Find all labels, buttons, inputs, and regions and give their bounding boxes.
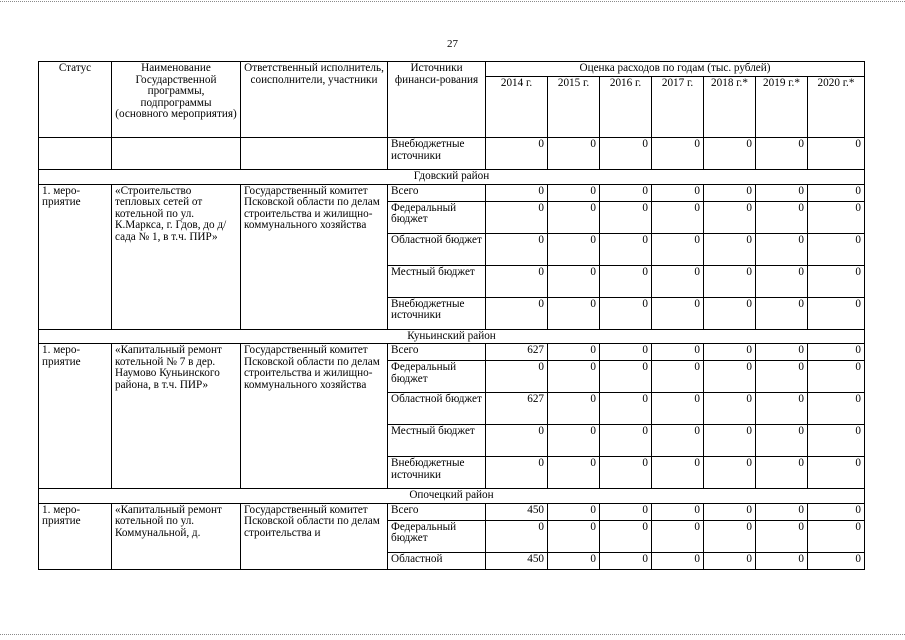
- region-title: Гдовский район: [39, 170, 865, 185]
- value-cell: 0: [704, 393, 756, 425]
- source-cell: Всего: [388, 503, 486, 520]
- value-cell: 0: [652, 520, 704, 552]
- value-cell: 0: [600, 201, 652, 233]
- header-year: 2014 г.: [486, 77, 548, 138]
- value-cell: 0: [652, 457, 704, 489]
- value-cell: 0: [756, 457, 808, 489]
- value-cell: 0: [808, 425, 865, 457]
- value-cell: 0: [600, 457, 652, 489]
- value-cell: 0: [808, 297, 865, 329]
- region-row: [39, 489, 865, 504]
- header-year: 2015 г.: [548, 77, 600, 138]
- header-year: 2020 г.*: [808, 77, 865, 138]
- source-cell: Всего: [388, 184, 486, 201]
- value-cell: 0: [808, 201, 865, 233]
- value-cell: 0: [756, 184, 808, 201]
- header-responsible: Ответственный исполнитель, соисполнители, участники: [241, 62, 388, 138]
- value-cell: 627: [486, 393, 548, 425]
- value-cell: 627: [486, 344, 548, 361]
- value-cell: 0: [808, 361, 865, 393]
- value-cell: 0: [548, 393, 600, 425]
- value-cell: 0: [548, 184, 600, 201]
- responsible-cell: Государственный комитет Псковской области по делам строительства и: [241, 503, 388, 569]
- value-cell: 0: [652, 552, 704, 569]
- value-cell: 0: [600, 393, 652, 425]
- value-cell: 0: [600, 344, 652, 361]
- value-cell: 0: [652, 425, 704, 457]
- value-cell: 0: [600, 425, 652, 457]
- value-cell: 0: [756, 201, 808, 233]
- budget-table: [38, 61, 865, 570]
- source-cell: Областной: [388, 552, 486, 569]
- value-cell: 0: [486, 265, 548, 297]
- value-cell: 0: [756, 297, 808, 329]
- value-cell: 0: [486, 201, 548, 233]
- value-cell: 0: [808, 503, 865, 520]
- value-cell: 0: [548, 425, 600, 457]
- header-sources: Источники финанси-рования: [388, 62, 486, 138]
- value-cell: 0: [548, 201, 600, 233]
- source-cell: Местный бюджет: [388, 265, 486, 297]
- value-cell: 0: [652, 503, 704, 520]
- empty-cell: [112, 138, 241, 170]
- value-cell: 0: [808, 393, 865, 425]
- value-cell: 0: [548, 344, 600, 361]
- name-cell: «Капитальный ремонт котельной по ул. Коммунальной, д.: [112, 503, 241, 569]
- scan-edge-top: [0, 1, 905, 2]
- region-title: Опочецкий район: [39, 489, 865, 504]
- source-cell: Местный бюджет: [388, 425, 486, 457]
- value-cell: 0: [704, 233, 756, 265]
- value-cell: 0: [548, 297, 600, 329]
- value-cell: 0: [704, 457, 756, 489]
- value-cell: 0: [756, 520, 808, 552]
- value-cell: 450: [486, 552, 548, 569]
- value-cell: 0: [652, 184, 704, 201]
- value-cell: 0: [808, 344, 865, 361]
- value-cell: 0: [652, 201, 704, 233]
- value-cell: 0: [704, 503, 756, 520]
- header-status: Статус: [39, 62, 112, 138]
- responsible-cell: Государственный комитет Псковской области по делам строительства и жилищно-коммунального хозяйства: [241, 344, 388, 489]
- value-cell: 0: [548, 233, 600, 265]
- value-cell: 0: [652, 265, 704, 297]
- scan-edge-bottom: [0, 634, 905, 635]
- value-cell: 0: [548, 265, 600, 297]
- value-cell: 0: [756, 138, 808, 170]
- value-cell: 0: [704, 425, 756, 457]
- value-cell: 0: [704, 138, 756, 170]
- value-cell: 0: [756, 552, 808, 569]
- value-cell: 0: [652, 361, 704, 393]
- header-year: 2019 г.*: [756, 77, 808, 138]
- source-cell: Федеральный бюджет: [388, 520, 486, 552]
- value-cell: 0: [808, 457, 865, 489]
- status-cell: 1. меро-приятие: [39, 503, 112, 569]
- source-cell: Внебюджетные источники: [388, 297, 486, 329]
- value-cell: 0: [756, 425, 808, 457]
- value-cell: 0: [756, 361, 808, 393]
- value-cell: 0: [704, 184, 756, 201]
- table-row: [39, 184, 865, 201]
- value-cell: 0: [600, 138, 652, 170]
- value-cell: 0: [600, 184, 652, 201]
- table-row: [39, 503, 865, 520]
- header-year: 2016 г.: [600, 77, 652, 138]
- value-cell: 0: [756, 265, 808, 297]
- value-cell: 0: [808, 265, 865, 297]
- name-cell: «Капитальный ремонт котельной № 7 в дер. Наумово Куньинского района, в т.ч. ПИР»: [112, 344, 241, 489]
- value-cell: 0: [652, 233, 704, 265]
- value-cell: 0: [808, 552, 865, 569]
- region-row: [39, 170, 865, 185]
- value-cell: 0: [548, 138, 600, 170]
- header-year: 2018 г.*: [704, 77, 756, 138]
- empty-cell: [241, 138, 388, 170]
- region-title: Куньинский район: [39, 329, 865, 344]
- value-cell: 0: [652, 138, 704, 170]
- source-cell: Всего: [388, 344, 486, 361]
- value-cell: 0: [756, 233, 808, 265]
- value-cell: 0: [756, 503, 808, 520]
- value-cell: 0: [486, 361, 548, 393]
- value-cell: 0: [808, 520, 865, 552]
- value-cell: 0: [548, 503, 600, 520]
- value-cell: 0: [600, 361, 652, 393]
- table-row: [39, 344, 865, 361]
- source-cell: Внебюджетные источники: [388, 457, 486, 489]
- value-cell: 0: [486, 138, 548, 170]
- value-cell: 0: [704, 265, 756, 297]
- region-row: [39, 329, 865, 344]
- value-cell: 0: [486, 297, 548, 329]
- value-cell: 0: [548, 520, 600, 552]
- source-cell: Областной бюджет: [388, 393, 486, 425]
- status-cell: 1. меро-приятие: [39, 344, 112, 489]
- value-cell: 0: [486, 233, 548, 265]
- value-cell: 0: [548, 361, 600, 393]
- value-cell: 0: [486, 184, 548, 201]
- header-year: 2017 г.: [652, 77, 704, 138]
- status-cell: 1. меро-приятие: [39, 184, 112, 329]
- value-cell: 0: [652, 393, 704, 425]
- value-cell: 0: [704, 552, 756, 569]
- value-cell: 0: [600, 552, 652, 569]
- source-cell: Федеральный бюджет: [388, 361, 486, 393]
- value-cell: 0: [808, 138, 865, 170]
- value-cell: 0: [652, 297, 704, 329]
- empty-cell: [39, 138, 112, 170]
- value-cell: 0: [808, 233, 865, 265]
- value-cell: 450: [486, 503, 548, 520]
- value-cell: 0: [704, 361, 756, 393]
- value-cell: 0: [704, 520, 756, 552]
- value-cell: 0: [600, 233, 652, 265]
- value-cell: 0: [756, 393, 808, 425]
- value-cell: 0: [808, 184, 865, 201]
- value-cell: 0: [600, 520, 652, 552]
- responsible-cell: Государственный комитет Псковской области по делам строительства и жилищно-коммунального хозяйства: [241, 184, 388, 329]
- header-row: [39, 62, 865, 77]
- name-cell: «Строительство тепловых сетей от котельной по ул. К.Маркса, г. Гдов, до д/сада № 1, в т.ч. ПИР»: [112, 184, 241, 329]
- value-cell: 0: [756, 344, 808, 361]
- value-cell: 0: [652, 344, 704, 361]
- value-cell: 0: [486, 425, 548, 457]
- source-cell: Областной бюджет: [388, 233, 486, 265]
- page-number: 27: [447, 38, 458, 50]
- value-cell: 0: [486, 520, 548, 552]
- value-cell: 0: [548, 457, 600, 489]
- value-cell: 0: [548, 552, 600, 569]
- header-expenses-title: Оценка расходов по годам (тыс. рублей): [486, 62, 865, 77]
- table-row: [39, 138, 865, 170]
- value-cell: 0: [600, 503, 652, 520]
- value-cell: 0: [600, 265, 652, 297]
- source-cell: Федеральный бюджет: [388, 201, 486, 233]
- header-name: Наименование Государственной программы, подпрограммы (основного мероприятия): [112, 62, 241, 138]
- value-cell: 0: [704, 344, 756, 361]
- value-cell: 0: [704, 201, 756, 233]
- value-cell: 0: [486, 457, 548, 489]
- value-cell: 0: [600, 297, 652, 329]
- value-cell: 0: [704, 297, 756, 329]
- source-cell: Внебюджетные источники: [388, 138, 486, 170]
